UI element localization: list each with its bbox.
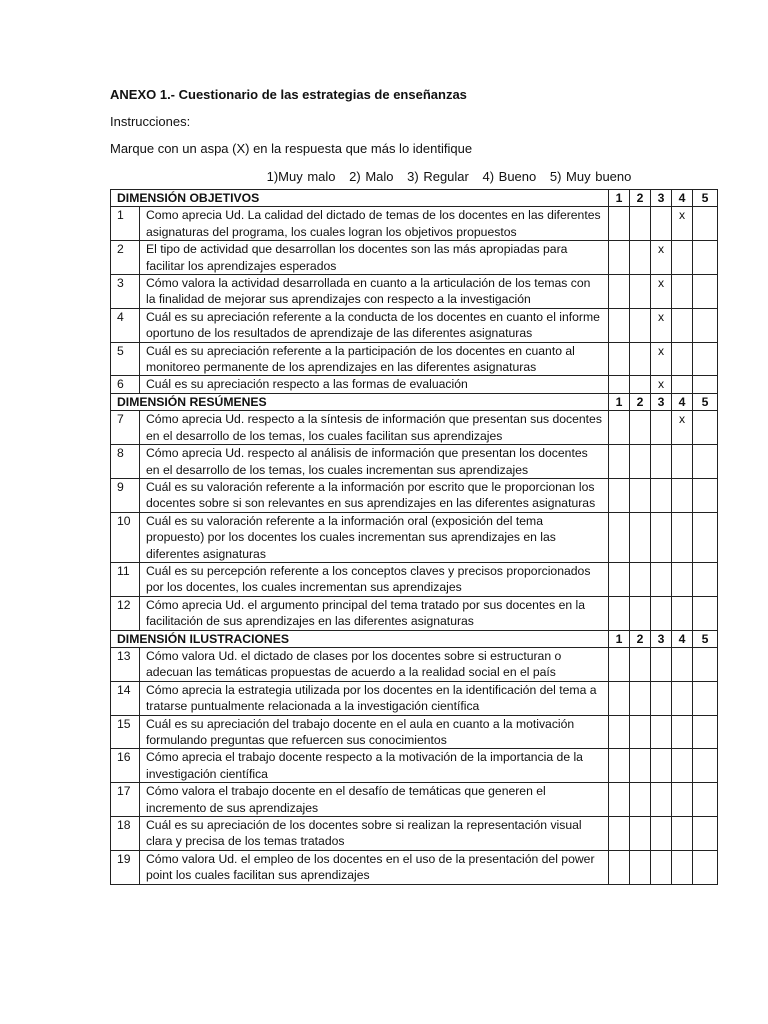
- rating-cell-1[interactable]: [609, 512, 630, 562]
- rating-cell-5[interactable]: [693, 445, 718, 479]
- table-row: [111, 308, 718, 342]
- question-text: Como aprecia Ud. La calidad del dictado de temas de los docentes en las diferentes asignaturas del programa, los cuales logran los objetivos propuestos: [140, 207, 609, 241]
- questionnaire-table: [110, 189, 718, 885]
- question-text: Cuál es su valoración referente a la información por escrito que le proporcionan los docentes sobre si son relevantes en sus aprendizajes en las diferentes asignaturas: [140, 478, 609, 512]
- rating-cell-3[interactable]: [651, 411, 672, 445]
- rating-cell-3[interactable]: [651, 647, 672, 681]
- rating-cell-5[interactable]: [693, 681, 718, 715]
- rating-cell-1[interactable]: [609, 445, 630, 479]
- rating-cell-5[interactable]: [693, 783, 718, 817]
- column-header-2: 2: [630, 630, 651, 647]
- rating-cell-3[interactable]: [651, 512, 672, 562]
- dimension-heading: DIMENSIÓN RESÚMENES: [111, 393, 609, 410]
- rating-cell-2[interactable]: [630, 308, 651, 342]
- rating-cell-3[interactable]: [651, 562, 672, 596]
- document-page: [110, 86, 717, 885]
- rating-cell-3[interactable]: [651, 478, 672, 512]
- question-number: 10: [111, 512, 140, 562]
- rating-cell-1[interactable]: [609, 783, 630, 817]
- rating-cell-3[interactable]: [651, 681, 672, 715]
- rating-cell-4[interactable]: [672, 681, 693, 715]
- rating-cell-4[interactable]: [672, 562, 693, 596]
- table-row: [111, 715, 718, 749]
- rating-cell-5[interactable]: [693, 275, 718, 309]
- rating-cell-2[interactable]: [630, 275, 651, 309]
- rating-cell-4[interactable]: [672, 478, 693, 512]
- table-row: [111, 749, 718, 783]
- rating-cell-4[interactable]: [672, 749, 693, 783]
- rating-cell-2[interactable]: [630, 376, 651, 393]
- rating-cell-3[interactable]: x: [651, 275, 672, 309]
- question-number: 18: [111, 817, 140, 851]
- question-text: Cómo aprecia Ud. respecto al análisis de información que presentan los docentes en el desarrollo de los temas, los cuales incrementan sus aprendizajes: [140, 445, 609, 479]
- rating-cell-2[interactable]: [630, 562, 651, 596]
- rating-cell-2[interactable]: [630, 411, 651, 445]
- rating-cell-3[interactable]: [651, 850, 672, 884]
- dimension-heading: DIMENSIÓN ILUSTRACIONES: [111, 630, 609, 647]
- question-number: 8: [111, 445, 140, 479]
- dimension-header-row: [111, 393, 718, 410]
- rating-cell-1[interactable]: [609, 411, 630, 445]
- table-row: [111, 783, 718, 817]
- scale-item: 4) Bueno: [482, 169, 537, 184]
- rating-cell-2[interactable]: [630, 596, 651, 630]
- column-header-4: 4: [672, 190, 693, 207]
- rating-cell-5[interactable]: [693, 207, 718, 241]
- rating-cell-5[interactable]: [693, 817, 718, 851]
- rating-cell-1[interactable]: [609, 715, 630, 749]
- rating-cell-4[interactable]: x: [672, 411, 693, 445]
- rating-cell-2[interactable]: [630, 783, 651, 817]
- question-number: 9: [111, 478, 140, 512]
- rating-cell-3[interactable]: [651, 596, 672, 630]
- rating-cell-2[interactable]: [630, 681, 651, 715]
- table-row: [111, 647, 718, 681]
- table-row: [111, 342, 718, 376]
- rating-cell-1[interactable]: [609, 749, 630, 783]
- column-header-3: 3: [651, 190, 672, 207]
- table-row: [111, 411, 718, 445]
- rating-cell-5[interactable]: [693, 411, 718, 445]
- rating-cell-2[interactable]: [630, 647, 651, 681]
- rating-cell-3[interactable]: [651, 445, 672, 479]
- table-row: [111, 562, 718, 596]
- rating-cell-1[interactable]: [609, 562, 630, 596]
- table-row: [111, 596, 718, 630]
- rating-cell-5[interactable]: [693, 342, 718, 376]
- column-header-4: 4: [672, 630, 693, 647]
- table-row: [111, 681, 718, 715]
- rating-cell-2[interactable]: [630, 342, 651, 376]
- rating-cell-3[interactable]: [651, 783, 672, 817]
- rating-cell-5[interactable]: [693, 308, 718, 342]
- rating-cell-4[interactable]: [672, 376, 693, 393]
- rating-cell-4[interactable]: [672, 512, 693, 562]
- rating-cell-1[interactable]: [609, 207, 630, 241]
- table-row: [111, 207, 718, 241]
- rating-cell-1[interactable]: [609, 596, 630, 630]
- rating-cell-5[interactable]: [693, 376, 718, 393]
- rating-cell-3[interactable]: [651, 207, 672, 241]
- question-text: Cómo valora Ud. el empleo de los docentes en el uso de la presentación del power point los cuales facilitan sus aprendizajes: [140, 850, 609, 884]
- rating-cell-2[interactable]: [630, 850, 651, 884]
- rating-cell-4[interactable]: [672, 241, 693, 275]
- rating-cell-4[interactable]: [672, 850, 693, 884]
- column-header-1: 1: [609, 190, 630, 207]
- rating-cell-4[interactable]: [672, 715, 693, 749]
- rating-cell-5[interactable]: [693, 850, 718, 884]
- scale-item: 1)Muy malo: [266, 169, 336, 184]
- question-number: 17: [111, 783, 140, 817]
- question-text: Cuál es su apreciación respecto a las formas de evaluación: [140, 376, 609, 393]
- rating-cell-5[interactable]: [693, 562, 718, 596]
- rating-cell-3[interactable]: x: [651, 342, 672, 376]
- rating-scale: [110, 168, 717, 186]
- column-header-1: 1: [609, 393, 630, 410]
- rating-cell-1[interactable]: [609, 342, 630, 376]
- rating-cell-1[interactable]: [609, 376, 630, 393]
- dimension-header-row: [111, 630, 718, 647]
- rating-cell-5[interactable]: [693, 478, 718, 512]
- rating-cell-1[interactable]: [609, 850, 630, 884]
- rating-cell-4[interactable]: [672, 783, 693, 817]
- rating-cell-2[interactable]: [630, 445, 651, 479]
- rating-cell-4[interactable]: [672, 445, 693, 479]
- table-row: [111, 817, 718, 851]
- question-number: 2: [111, 241, 140, 275]
- scale-item: 5) Muy bueno: [549, 169, 632, 184]
- rating-cell-5[interactable]: [693, 596, 718, 630]
- dimension-header-row: [111, 190, 718, 207]
- column-header-5: 5: [693, 190, 718, 207]
- question-number: 19: [111, 850, 140, 884]
- column-header-3: 3: [651, 630, 672, 647]
- table-row: [111, 275, 718, 309]
- table-row: [111, 850, 718, 884]
- rating-cell-2[interactable]: [630, 749, 651, 783]
- rating-cell-1[interactable]: [609, 241, 630, 275]
- table-row: [111, 478, 718, 512]
- question-number: 11: [111, 562, 140, 596]
- question-text: Cómo aprecia Ud. respecto a la síntesis de información que presentan sus docentes en el desarrollo de los temas, los cuales facilitan sus aprendizajes: [140, 411, 609, 445]
- question-text: Cuál es su valoración referente a la información oral (exposición del tema propuesto) por los docentes los cuales incrementan sus aprendizajes en las diferentes asignaturas: [140, 512, 609, 562]
- rating-cell-4[interactable]: [672, 342, 693, 376]
- rating-cell-3[interactable]: x: [651, 308, 672, 342]
- rating-cell-3[interactable]: [651, 817, 672, 851]
- question-number: 12: [111, 596, 140, 630]
- question-text: Cómo aprecia la estrategia utilizada por los docentes en la identificación del tema a tratarse puntualmente relacionada a la investigación científica: [140, 681, 609, 715]
- rating-cell-1[interactable]: [609, 275, 630, 309]
- column-header-3: 3: [651, 393, 672, 410]
- question-text: Cómo valora la actividad desarrollada en cuanto a la articulación de los temas con la finalidad de mejorar sus aprendizajes con respecto a la investigación: [140, 275, 609, 309]
- column-header-5: 5: [693, 630, 718, 647]
- question-text: Cuál es su apreciación referente a la conducta de los docentes en cuanto el informe oportuno de los resultados de aprendizaje de las diferentes asignaturas: [140, 308, 609, 342]
- rating-cell-5[interactable]: [693, 715, 718, 749]
- question-text: Cómo aprecia el trabajo docente respecto a la motivación de la importancia de la investigación científica: [140, 749, 609, 783]
- rating-cell-2[interactable]: [630, 241, 651, 275]
- question-text: Cómo valora Ud. el dictado de clases por los docentes sobre si estructuran o adecuan las temáticas propuestas de acuerdo a la realidad social en el país: [140, 647, 609, 681]
- question-number: 6: [111, 376, 140, 393]
- rating-cell-4[interactable]: [672, 596, 693, 630]
- column-header-2: 2: [630, 190, 651, 207]
- question-text: Cuál es su apreciación del trabajo docente en el aula en cuanto a la motivación formulando preguntas que refuercen sus conocimientos: [140, 715, 609, 749]
- rating-cell-2[interactable]: [630, 715, 651, 749]
- question-number: 5: [111, 342, 140, 376]
- rating-cell-4[interactable]: x: [672, 207, 693, 241]
- rating-cell-3[interactable]: [651, 715, 672, 749]
- rating-cell-3[interactable]: x: [651, 376, 672, 393]
- rating-cell-4[interactable]: [672, 647, 693, 681]
- instructions-text: Marque con un aspa (X) en la respuesta que más lo identifique: [110, 141, 473, 156]
- column-header-2: 2: [630, 393, 651, 410]
- rating-cell-2[interactable]: [630, 817, 651, 851]
- question-text: Cómo valora el trabajo docente en el desafío de temáticas que generen el incremento de sus aprendizajes: [140, 783, 609, 817]
- rating-cell-1[interactable]: [609, 647, 630, 681]
- dimension-heading: DIMENSIÓN OBJETIVOS: [111, 190, 609, 207]
- rating-cell-3[interactable]: x: [651, 241, 672, 275]
- scale-item: 3) Regular: [407, 169, 469, 184]
- question-number: 1: [111, 207, 140, 241]
- rating-cell-1[interactable]: [609, 681, 630, 715]
- column-header-4: 4: [672, 393, 693, 410]
- question-number: 15: [111, 715, 140, 749]
- rating-cell-5[interactable]: [693, 647, 718, 681]
- question-text: Cuál es su apreciación referente a la participación de los docentes en cuanto al monitoreo permanente de los aprendizajes en las diferentes asignaturas: [140, 342, 609, 376]
- question-number: 13: [111, 647, 140, 681]
- rating-cell-5[interactable]: [693, 512, 718, 562]
- rating-cell-1[interactable]: [609, 308, 630, 342]
- question-number: 4: [111, 308, 140, 342]
- rating-cell-4[interactable]: [672, 817, 693, 851]
- question-text: Cuál es su percepción referente a los conceptos claves y precisos proporcionados por los docentes, los cuales incrementan sus aprendizajes: [140, 562, 609, 596]
- table-row: [111, 376, 718, 393]
- table-row: [111, 512, 718, 562]
- rating-cell-2[interactable]: [630, 478, 651, 512]
- rating-cell-5[interactable]: [693, 749, 718, 783]
- table-row: [111, 241, 718, 275]
- rating-cell-2[interactable]: [630, 512, 651, 562]
- rating-cell-3[interactable]: [651, 749, 672, 783]
- document-title: ANEXO 1.- Cuestionario de las estrategias de enseñanzas: [110, 87, 467, 102]
- rating-cell-1[interactable]: [609, 817, 630, 851]
- rating-cell-1[interactable]: [609, 478, 630, 512]
- rating-cell-5[interactable]: [693, 241, 718, 275]
- table-row: [111, 445, 718, 479]
- question-text: Cuál es su apreciación de los docentes sobre si realizan la representación visual clara y precisa de los temas tratados: [140, 817, 609, 851]
- question-text: El tipo de actividad que desarrollan los docentes son las más apropiadas para facilitar los aprendizajes esperados: [140, 241, 609, 275]
- rating-cell-2[interactable]: [630, 207, 651, 241]
- question-text: Cómo aprecia Ud. el argumento principal del tema tratado por sus docentes en la facilitación de sus aprendizajes en las diferentes asignaturas: [140, 596, 609, 630]
- scale-item: 2) Malo: [349, 169, 394, 184]
- rating-cell-4[interactable]: [672, 308, 693, 342]
- question-number: 7: [111, 411, 140, 445]
- question-number: 16: [111, 749, 140, 783]
- column-header-5: 5: [693, 393, 718, 410]
- question-number: 3: [111, 275, 140, 309]
- question-number: 14: [111, 681, 140, 715]
- column-header-1: 1: [609, 630, 630, 647]
- rating-cell-4[interactable]: [672, 275, 693, 309]
- instructions-label: Instrucciones:: [110, 114, 191, 129]
